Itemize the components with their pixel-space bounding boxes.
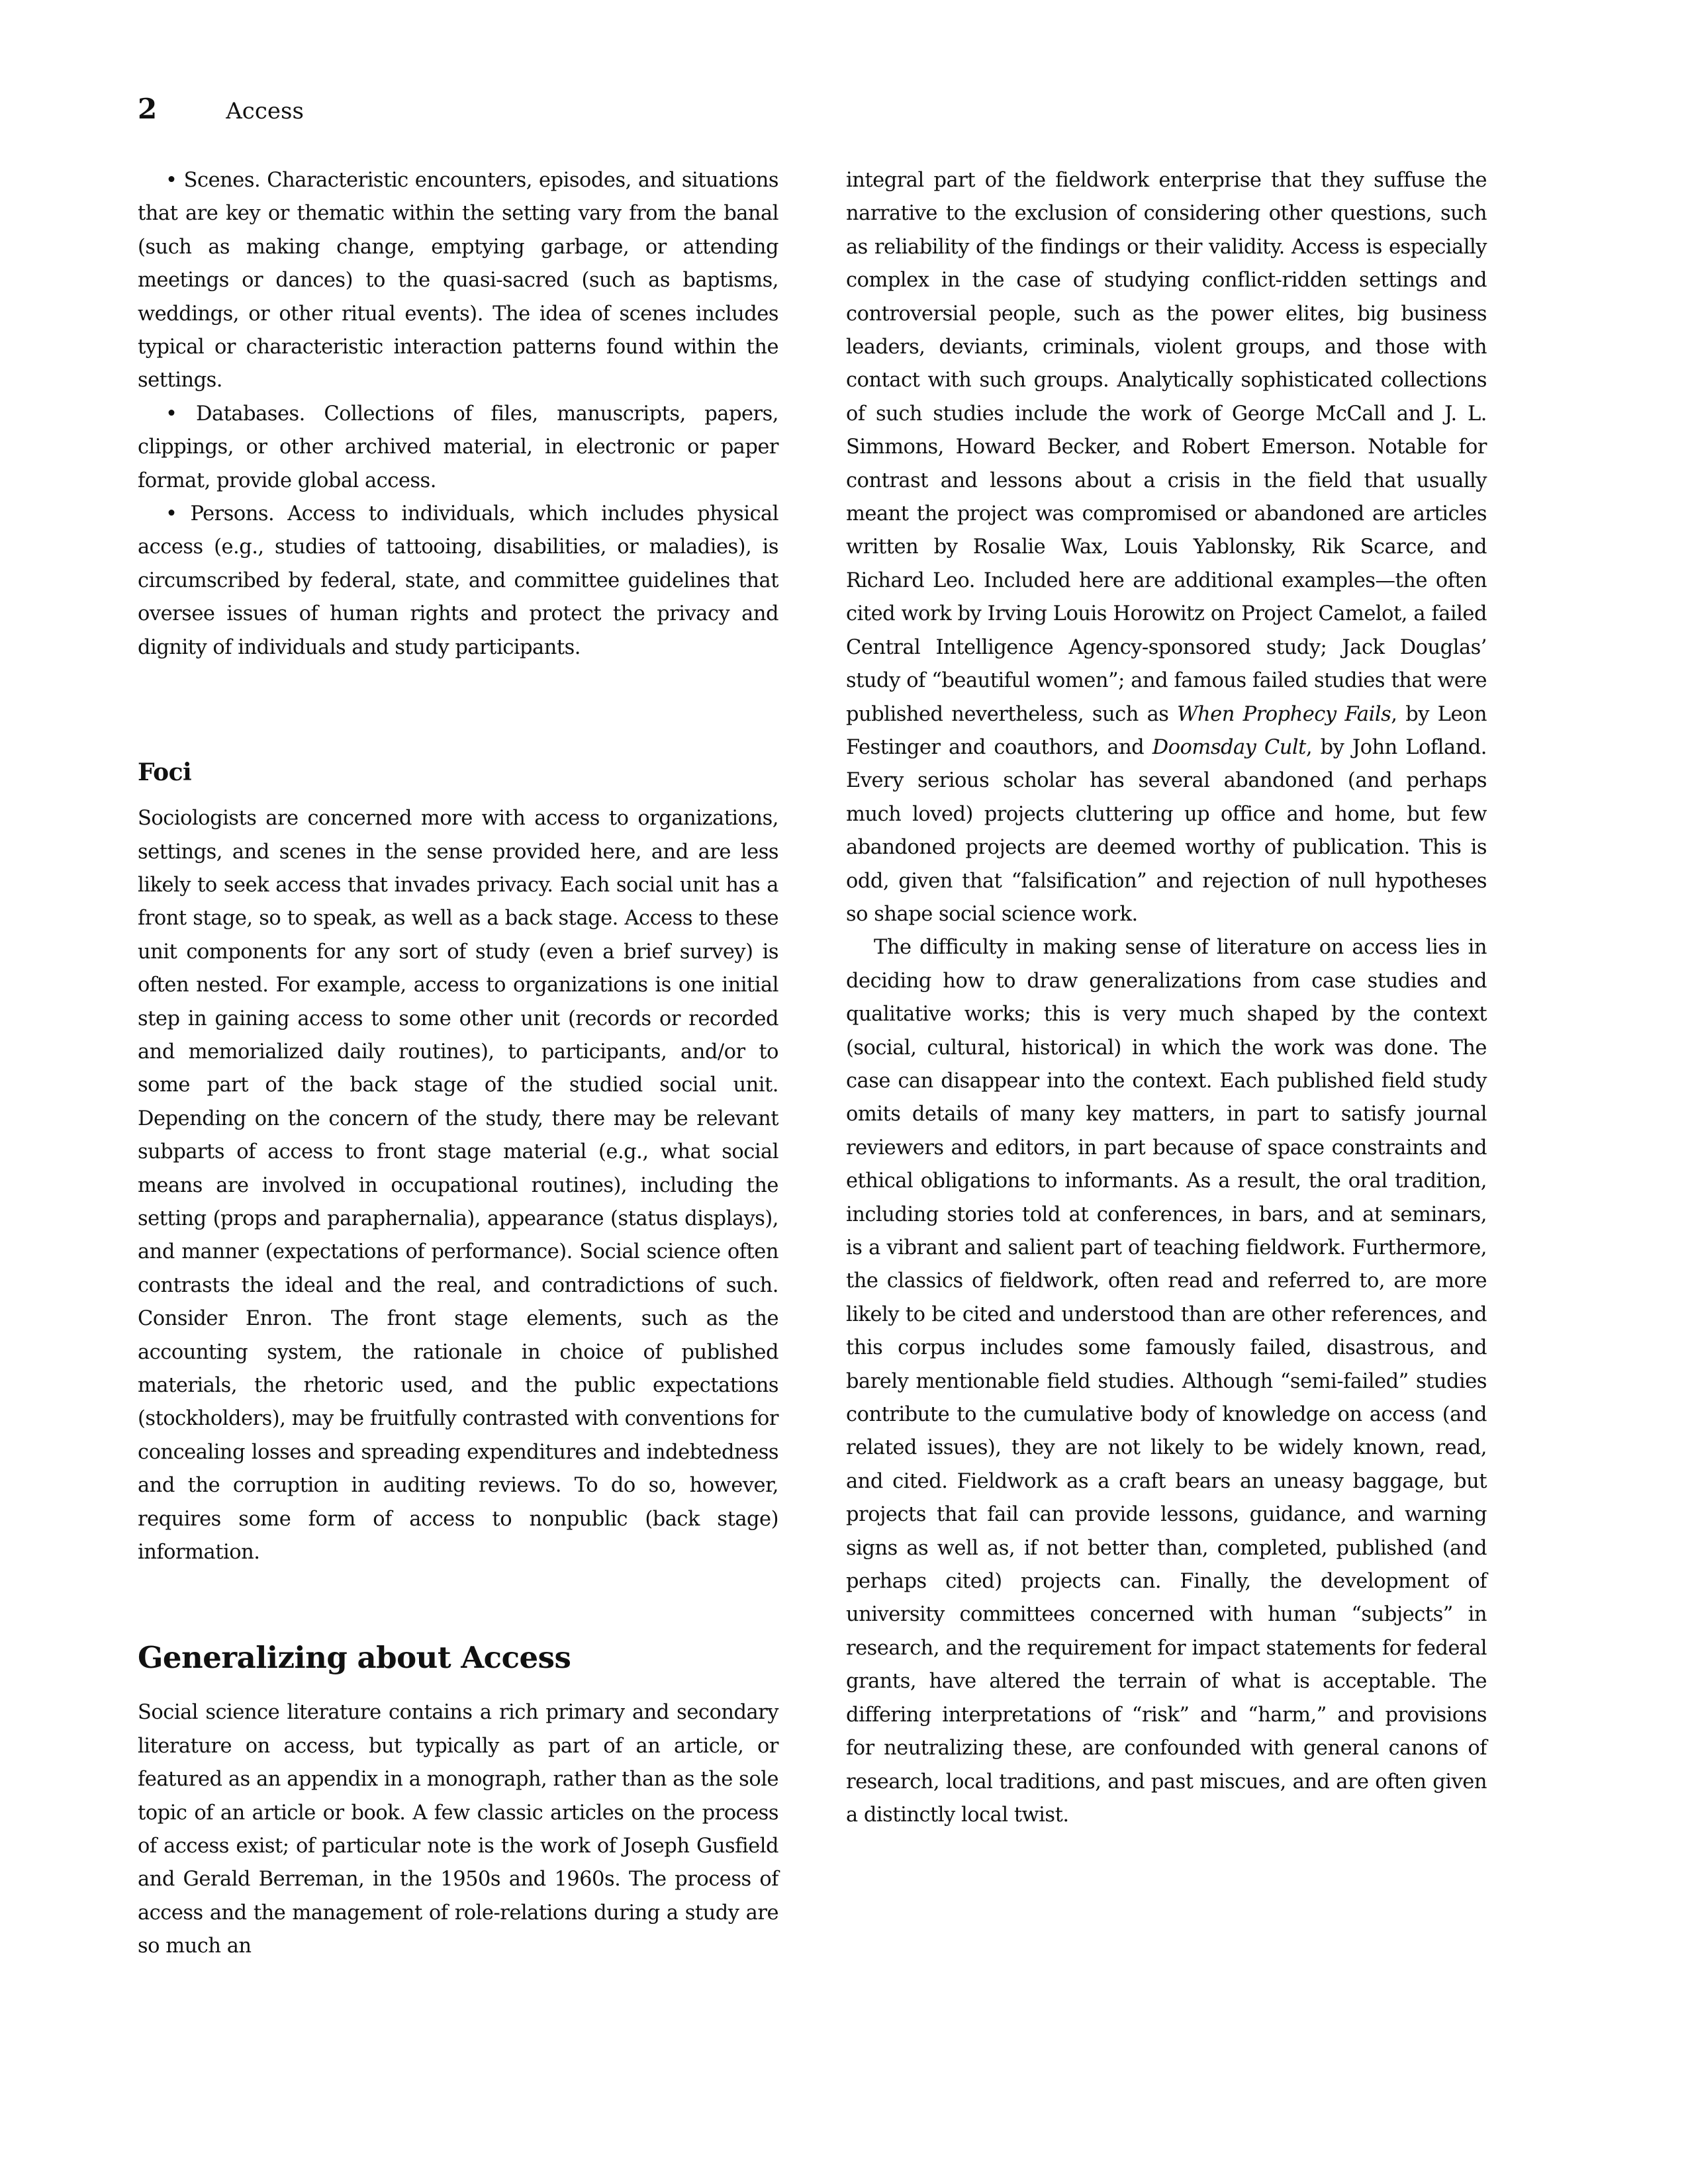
bullet-marker: • [165,402,177,426]
bullet-text: Persons. Access to individuals, which includes physical access (e.g., studies of tattooing, disabilities, or maladies), is circumscribed by federal, state, and committee guidelines that oversee issues of human rights and protect the privacy and dignity of individuals and study participants. [138,502,778,659]
left-column [138,164,778,1964]
running-head [138,93,304,125]
bullet-marker: • [165,502,177,526]
bullet-text: Databases. Collections of files, manuscripts, papers, clippings, or other archived material, in electronic or paper format, provide global access. [138,402,778,492]
generalizing-paragraph: Social science literature contains a rich primary and secondary literature on access, but typically as part of an article, or featured as an appendix in a monograph, rather than as the sole topic of an article or book. A few classic articles on the process of access exist; of particular note is the work of Joseph Gusfield and Gerald Berreman, in the 1950s and 1960s. The process of access and the management of role-relations during a study are so much an [138,1701,778,1958]
book-title: Doomsday Cult [1152,735,1306,759]
bullet-item-persons [138,498,778,664]
book-title: When Prophecy Fails [1177,702,1391,726]
generalizing-heading: Generalizing about Access [138,1640,571,1676]
foci-paragraph: Sociologists are concerned more with access to organizations, settings, and scenes in the sense provided here, and are less likely to seek access that invades privacy. Each social unit has a front stage, so to speak, as well as a back stage. Access to these unit components for any sort of study (even a brief survey) is often nested. For example, access to organizations is one initial step in gaining access to some other unit (records or recorded and memorialized daily routines), to participants, and/or to some part of the back stage of the studied social unit. Depending on the concern of the study, there may be relevant subparts of access to front stage material (e.g., what social means are involved in occupational routines), including the setting (props and paraphernalia), appearance (status displays), and manner (expectations of performance). Social science often contrasts the ideal and the real, and contradictions of such. Consider Enron. The front stage elements, such as the accounting system, the rationale in choice of published materials, the rhetoric used, and the public expectations (stockholders), may be fruitfully contrasted with conventions for concealing losses and spreading expenditures and indebtedness and the corruption in auditing reviews. To do so, however, requires some form of access to nonpublic (back stage) information. [138,807,778,1565]
para-text: integral part of the fieldwork enterprise that they suffuse the narrative to the exclusion of considering other questions, such as reliability of the findings or their validity. Access is especially complex in the case of studying conflict-ridden settings and controversial people, such as the power elites, big business leaders, deviants, criminals, violent groups, and those with contact with such groups. Analytically sophisticated collections of such studies include the work of George McCall and J. L. Simmons, Howard Becker, and Robert Emerson. Notable for contrast and lessons about a crisis in the field that usually meant the project was compromised or abandoned are articles written by Rosalie Wax, Louis Yablonsky, Rik Scarce, and Richard Leo. Included here are additional examples—the often cited work by Irving Louis Horowitz on Project Camelot, a failed Central Intelligence Agency-sponsored study; Jack Douglas’ study of “beautiful women”; and famous failed studies that were published nevertheless, such as [846,169,1487,726]
bullet-item-scenes [138,164,778,398]
page-number: 2 [138,93,158,125]
running-title: Access [226,98,304,124]
bullet-item-databases [138,398,778,498]
right-column [846,164,1487,1832]
para-text: , by Leon Festinger and coauthors, and [846,702,1487,759]
difficulty-paragraph: The difficulty in making sense of literature on access lies in deciding how to draw generalizations from case studies and qualitative works; this is very much shaped by the context (social, cultural, historical) in which the work was done. The case can disappear into the context. Each published field study omits details of many key matters, in part to satisfy journal reviewers and editors, in part because of space constraints and ethical obligations to informants. As a result, the oral tradition, including stories told at conferences, in bars, and at seminars, is a vibrant and salient part of teaching fieldwork. Furthermore, the classics of fieldwork, often read and referred to, are more likely to be cited and understood than are other references, and this corpus includes some famously failed, disastrous, and barely mentionable field studies. Although “semi-failed” studies contribute to the cumulative body of knowledge on access (and related issues), they are not likely to be widely known, read, and cited. Fieldwork as a craft bears an uneasy baggage, but projects that fail can provide lessons, guidance, and warning signs as well as, if not better than, completed, published (and perhaps cited) projects can. Finally, the development of university committees concerned with human “subjects” in research, and the requirement for impact statements for federal grants, have altered the terrain of what is acceptable. The differing interpretations of “risk” and “harm,” and provisions for neutralizing these, are confounded with general canons of research, local traditions, and past miscues, and are often given a distinctly local twist. [846,936,1487,1827]
bullet-marker: • [165,169,177,192]
continued-paragraph [846,164,1487,931]
foci-heading: Foci [138,758,192,787]
bullet-text: Scenes. Characteristic encounters, episodes, and situations that are key or thematic within the setting vary from the banal (such as making change, emptying garbage, or attending meetings or dances) to the quasi-sacred (such as baptisms, weddings, or other ritual events). The idea of scenes includes typical or characteristic interaction patterns found within the settings. [138,169,778,392]
para-text: , by John Lofland. Every serious scholar has several abandoned (and perhaps much loved) projects cluttering up office and home, but few abandoned projects are deemed worthy of publication. This is odd, given that “falsification” and rejection of null hypotheses so shape social science work. [846,735,1487,926]
